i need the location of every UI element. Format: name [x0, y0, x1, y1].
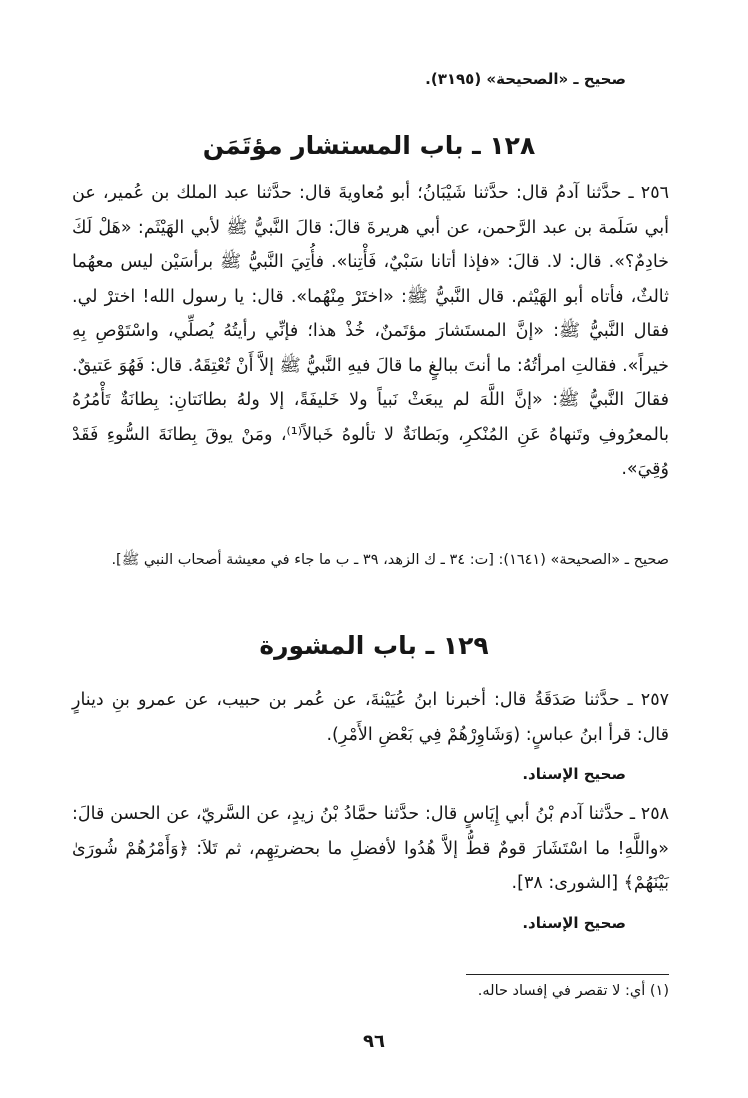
page-number: ٩٦: [363, 1031, 385, 1052]
hadith-257-grade: صحيح الإسناد.: [522, 765, 626, 783]
hadith-258-grade: صحيح الإسناد.: [522, 914, 626, 932]
footnote: (١) أي: لا تقصر في إفساد حاله.: [477, 983, 669, 999]
hadith-257-text: ٢٥٧ ـ حدَّثنا صَدَقَةُ قال: أخبرنا ابنُ عُيَيْنةَ، عن عُمر بن حبيب، عن عمرو بنِ دينارٍ قال: قرأ ابنُ عباسٍ: (وَشَاوِرْهُمْ فِي بَعْضِ الأَمْرِ).: [72, 690, 669, 745]
hadith-256-text: ٢٥٦ ـ حدَّثنا آدمُ قال: حدَّثنا شَيْبَانُ؛ أبو مُعاويةَ قال: حدَّثنا عبد الملك بن عُمير، عن أبي سَلَمة بن عبد الرَّحمن، عن أبي هريرةَ قالَ: قالَ النَّبيُّ ﷺ لأبي الهَيْثَم: «هَلْ لَكَ خادِمٌ؟». قال: لا. قالَ: «فإذا أتانا سَبْيٌ، فَأْتِنا». فأُتِيَ النَّبيُّ ﷺ برأسَيْن ليس معهُما ثالثٌ، فأتاه أبو الهَيْثم. قال النَّبيُّ ﷺ: «اختَرْ مِنْهُما». قال: يا رسول الله! اخترْ لي. فقال النَّبيُّ ﷺ: «إنَّ المستَشارَ مؤتَمنٌ، خُذْ هذا؛ فإنِّي رأيتُهُ يُصلِّي، واسْتَوْصِ بِهِ خيراً». فقالتِ امرأتُهُ: ما أنتَ ببالغٍ ما قالَ فيهِ النَّبيُّ ﷺ إلاَّ أَنْ تُعْتِقَهُ. قال: فَهُوَ عَتيقٌ. فقالَ النَّبيُّ ﷺ: «إنَّ اللَّهَ لم يبعَثْ نَبياً ولا خَليفَةً، إلا ولهُ بطانَتانِ: بِطانَةٌ تَأْمُرُهُ بالمعرُوفِ وتَنهاهُ عَنِ المُنْكرِ، وبَطانَةٌ لا تألوهُ خَبالاً⁽¹⁾، ومَنْ يوقَ بِطانَةَ السُّوءِ فَقَدْ وُقِيَ».: [72, 183, 669, 479]
chapter-128-heading: ١٢٨ ـ باب المستشار مؤتَمَن: [202, 131, 536, 160]
top-reference: صحيح ـ «الصحيحة» (٣١٩٥).: [425, 70, 626, 88]
hadith-258-text: ٢٥٨ ـ حدَّثنا آدم بْنُ أبي إِيَاسٍ قال: حدَّثنا حمَّادُ بْنُ زيدٍ، عن السَّريّ، عن الحسن قالَ: «واللَّهِ! ما اسْتَشَارَ قومٌ قطُّ إلاَّ هُدُوا لأفضلِ ما بحضرتِهِم، ثم تَلاَ: ﴿وَأَمْرُهُمْ شُورَىٰ بَيْنَهُمْ﴾ [الشورى: ٣٨].: [72, 804, 669, 893]
footnote-divider: [466, 974, 669, 975]
hadith-256-grade: صحيح ـ «الصحيحة» (١٦٤١): [ت: ٣٤ ـ ك الزهد، ٣٩ ـ ب ما جاء في معيشة أصحاب النبي ﷺ].: [111, 552, 669, 568]
chapter-129-heading: ١٢٩ ـ باب المشورة: [259, 631, 489, 660]
